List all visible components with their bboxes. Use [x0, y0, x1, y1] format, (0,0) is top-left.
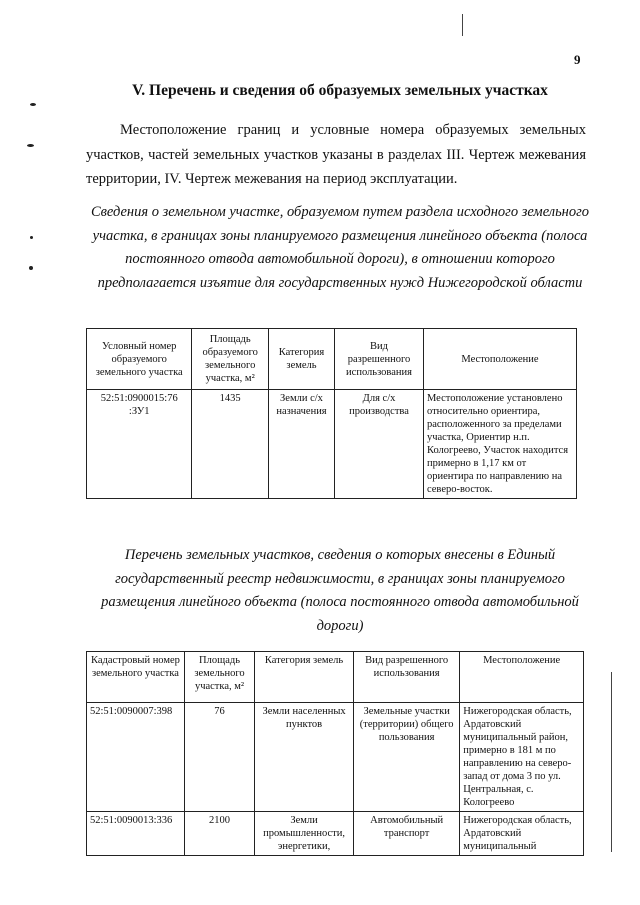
column-header: Площадь образуемого земельного участка, м²: [192, 329, 268, 390]
table-cell: Нижегородская область, Ардатовский муниципальный район, примерно в 181 м по направлению на северо-запад от дома 3 по ул. Центральная, с. Кологреево: [460, 703, 584, 812]
column-header: Вид разрешенного использования: [335, 329, 424, 390]
table-cell: 52:51:0900015:76 :ЗУ1: [87, 390, 192, 499]
table2-caption: Перечень земельных участков, сведения о которых внесены в Единый государственный реестр недвижимости, в границах зоны планируемого размещения линейного объекта (полоса постоянного отвода автомобильной дороги): [101, 547, 579, 634]
table-cell: 2100: [184, 812, 254, 856]
table-row: [87, 703, 584, 812]
table-cell: 52:51:0090013:336: [87, 812, 185, 856]
table-header-row: [87, 652, 584, 703]
page-number: 9: [574, 52, 581, 67]
column-header: Площадь земельного участка, м²: [184, 652, 254, 703]
scan-speck: [30, 103, 36, 106]
scan-speck: [27, 144, 34, 147]
column-header: Вид разрешенного использования: [354, 652, 460, 703]
scan-speck: [29, 266, 33, 270]
table-header-row: [87, 329, 577, 390]
scan-speck: [30, 236, 33, 239]
registered-parcels-table: [86, 651, 584, 856]
intro-paragraph: Местоположение границ и условные номера образуемых земельных участков, частей земельных участков указаны в разделах III. Чертеж межевания территории, IV. Чертеж межевания на период эксплуатации.: [86, 122, 586, 187]
table-cell: Земли промышленности, энергетики,: [255, 812, 354, 856]
scan-edge-line: [462, 14, 463, 36]
table-cell: Нижегородская область, Ардатовский муниципальный: [460, 812, 584, 856]
table-cell: Автомобильный транспорт: [354, 812, 460, 856]
table-cell: Земельные участки (территории) общего пользования: [354, 703, 460, 812]
column-header: Условный номер образуемого земельного участка: [87, 329, 192, 390]
column-header: Категория земель: [255, 652, 354, 703]
table-cell: Земли с/х назначения: [268, 390, 334, 499]
table1-caption: Сведения о земельном участке, образуемом путем раздела исходного земельного участка, в границах зоны планируемого размещения линейного объекта (полоса постоянного отвода автомобильной дороги), в отношении которого предполагается изъятие для государственных нужд Нижегородской области: [90, 204, 590, 291]
section-heading: V. Перечень и сведения об образуемых земельных участках: [132, 82, 548, 99]
formed-parcel-table: [86, 328, 577, 499]
table-cell: 52:51:0090007:398: [87, 703, 185, 812]
table-row: [87, 390, 577, 499]
column-header: Кадастровый номер земельного участка: [87, 652, 185, 703]
table-cell: 76: [184, 703, 254, 812]
scan-edge-line: [611, 672, 612, 852]
table-row: [87, 812, 584, 856]
column-header: Категория земель: [268, 329, 334, 390]
table-cell: 1435: [192, 390, 268, 499]
table-cell: Для с/х производства: [335, 390, 424, 499]
column-header: Местоположение: [423, 329, 576, 390]
table-cell: Местоположение установлено относительно ориентира, расположенного за пределами участка, Ориентир н.п. Кологреево, Участок находится примерно в 1,17 км от ориентира по направлению на северо-восток.: [423, 390, 576, 499]
column-header: Местоположение: [460, 652, 584, 703]
table-cell: Земли населенных пунктов: [255, 703, 354, 812]
